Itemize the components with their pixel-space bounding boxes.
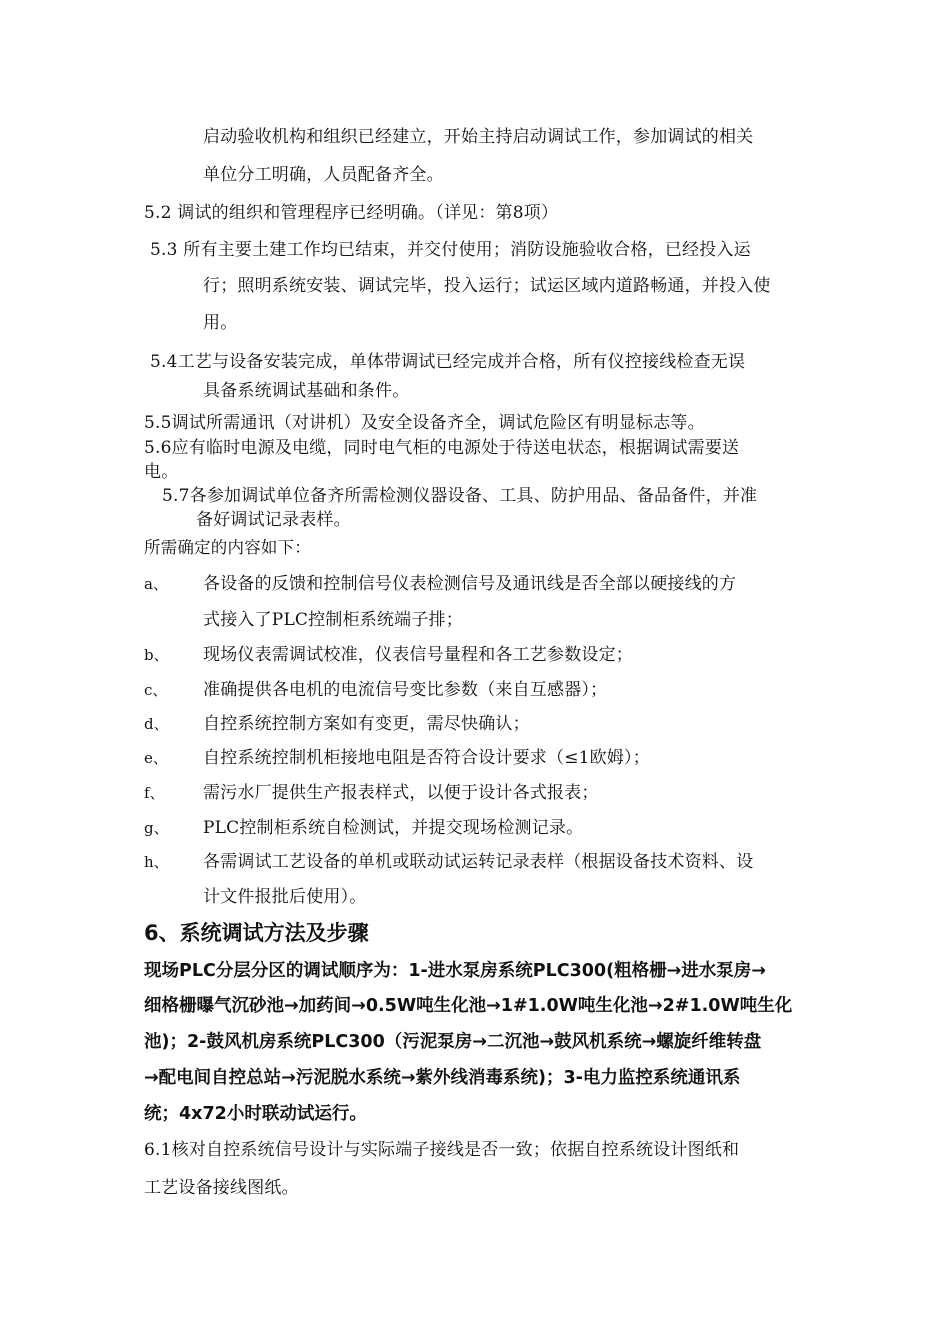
list-label-f: f、 — [144, 784, 165, 802]
list-label-g: g、 — [144, 819, 169, 837]
section-6-bold-line-2: 细格栅曝气沉砂池→加药间→0.5W吨生化池→1#1.0W吨生化池→2#1.0W吨生化 — [144, 996, 793, 1016]
item-5-6-line-2: 电。 — [144, 462, 179, 482]
item-5-7-line-1: 5.7各参加调试单位备齐所需检测仪器设备、工具、防护用品、备品备件，并准 — [162, 486, 758, 506]
list-item-b: 现场仪表需调试校准，仪表信号量程和各工艺参数设定； — [203, 645, 633, 665]
list-label-e: e、 — [144, 749, 168, 767]
section-6-bold-line-3: 池)；2-鼓风机房系统PLC300（污泥泵房→二沉池→鼓风机系统→螺旋纤维转盘 — [144, 1032, 762, 1052]
section-6-bold-line-1: 现场PLC分层分区的调试顺序为：1-进水泵房系统PLC300(粗格栅→进水泵房→ — [144, 961, 766, 981]
list-item-e: 自控系统控制机柜接地电阻是否符合设计要求（≤1欧姆）； — [203, 748, 650, 768]
item-5-2: 5.2 调试的组织和管理程序已经明确。（详见：第8项） — [144, 203, 559, 223]
list-item-g: PLC控制柜系统自检测试，并提交现场检测记录。 — [203, 818, 584, 838]
list-item-f: 需污水厂提供生产报表样式，以便于设计各式报表； — [203, 783, 599, 803]
item-5-7-line-2: 备好调试记录表样。 — [196, 510, 351, 530]
list-label-d: d、 — [144, 715, 169, 733]
content-intro: 所需确定的内容如下： — [144, 538, 311, 557]
para-6-1-line-2: 工艺设备接线图纸。 — [144, 1178, 299, 1198]
para-6-1-line-1: 6.1核对自控系统信号设计与实际端子接线是否一致；依据自控系统设计图纸和 — [144, 1140, 740, 1160]
item-5-3-line-1: 5.3 所有主要土建工作均已结束，并交付使用；消防设施验收合格，已经投入运 — [150, 240, 751, 260]
list-label-h: h、 — [144, 853, 169, 871]
section-6-heading: 6、系统调试方法及步骤 — [144, 921, 369, 945]
intro-line-1: 启动验收机构和组织已经建立，开始主持启动调试工作，参加调试的相关 — [203, 127, 754, 147]
item-5-5: 5.5调试所需通讯（对讲机）及安全设备齐全，调试危险区有明显标志等。 — [144, 413, 705, 433]
item-5-4-line-1: 5.4工艺与设备安装完成，单体带调试已经完成并合格，所有仪控接线检查无误 — [150, 352, 746, 372]
item-5-6-line-1: 5.6应有临时电源及电缆，同时电气柜的电源处于待送电状态，根据调试需要送 — [144, 438, 740, 458]
item-5-4-line-2: 具备系统调试基础和条件。 — [203, 381, 410, 401]
section-6-bold-line-4: →配电间自控总站→污泥脱水系统→紫外线消毒系统)；3-电力监控系统通讯系 — [144, 1068, 741, 1088]
list-item-d: 自控系统控制方案如有变更，需尽快确认； — [203, 714, 530, 734]
intro-line-2: 单位分工明确，人员配备齐全。 — [203, 165, 444, 185]
list-item-h-line-1: 各需调试工艺设备的单机或联动试运转记录表样（根据设备技术资料、设 — [203, 852, 754, 872]
list-item-a-line-1: 各设备的反馈和控制信号仪表检测信号及通讯线是否全部以硬接线的方 — [203, 574, 737, 594]
list-label-b: b、 — [144, 646, 169, 664]
section-6-bold-line-5: 统；4x72小时联动试运行。 — [144, 1104, 367, 1124]
item-5-3-line-3: 用。 — [203, 313, 238, 333]
list-label-c: c、 — [144, 681, 168, 699]
list-item-h-line-2: 计文件报批后使用）。 — [203, 887, 367, 907]
item-5-3-line-2: 行；照明系统安装、调试完毕，投入运行；试运区域内道路畅通，并投入使 — [203, 276, 771, 296]
list-item-c: 准确提供各电机的电流信号变比参数（来自互感器）； — [203, 680, 608, 700]
list-label-a: a、 — [144, 575, 168, 593]
list-item-a-line-2: 式接入了PLC控制柜系统端子排； — [203, 610, 463, 630]
